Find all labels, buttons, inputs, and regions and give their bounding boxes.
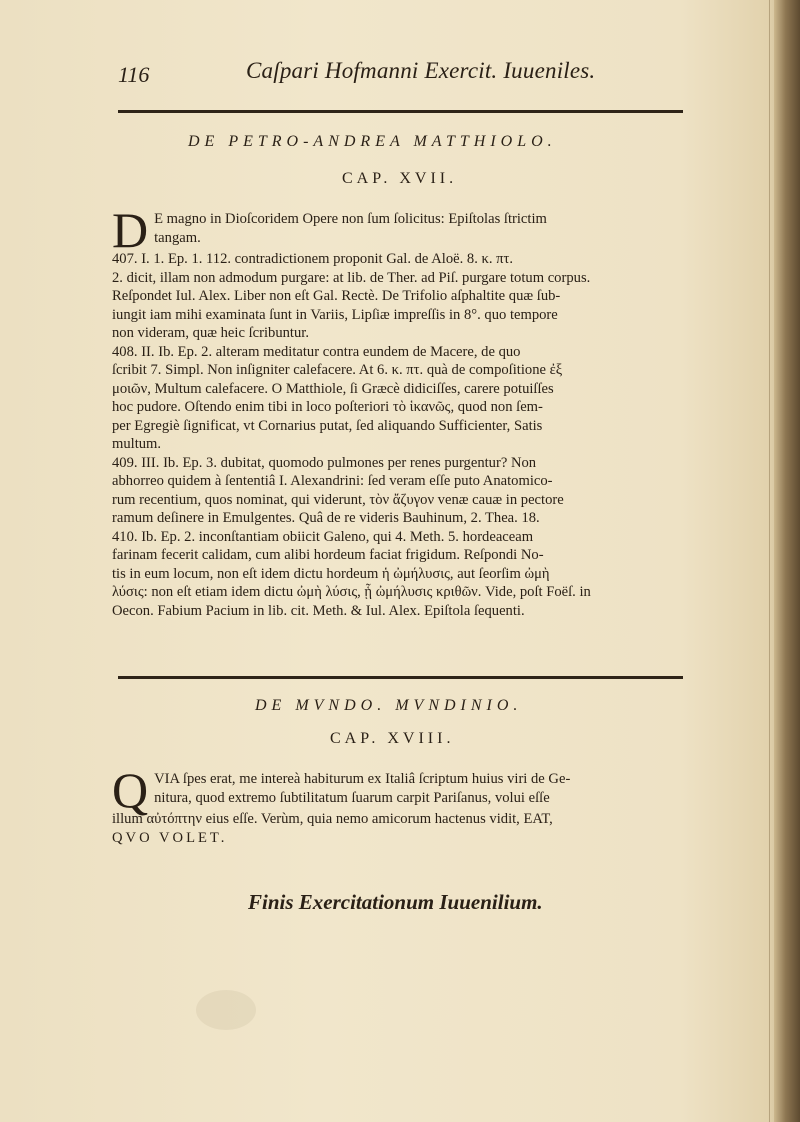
page-edge-line bbox=[769, 0, 770, 1122]
text-line: μοιῶν, Multum calefacere. O Matthiole, ſi Græcè didiciſſes, carere potuiſſes bbox=[112, 380, 554, 397]
text-line: 410. Ib. Ep. 2. inconſtantiam obiicit Galeno, qui 4. Meth. 5. hordeaceam bbox=[112, 528, 534, 545]
text-line: tis in eum locum, non eſt idem dictu hordeum ἡ ὠμήλυσις, aut ſeorſim ὠμὴ bbox=[112, 565, 550, 582]
section-divider-rule bbox=[118, 676, 683, 679]
section-title-mundinio: DE MVNDO. MVNDINIO. bbox=[255, 697, 523, 714]
text-line: rum recentium, quos nominat, qui viderunt, τὸν ἄζυγον venæ cauæ in pectore bbox=[112, 491, 564, 508]
text-line: QVO VOLET. bbox=[112, 829, 228, 846]
text-line: Reſpondet Iul. Alex. Liber non eſt Gal. Rectè. De Trifolio aſphaltite quæ ſub- bbox=[112, 288, 561, 304]
chapter-heading-17: CAP. XVII. bbox=[342, 170, 458, 187]
folio-number: 116 bbox=[118, 62, 150, 87]
section-title-matthiolo: DE PETRO-ANDREA MATTHIOLO. bbox=[188, 133, 557, 150]
text-line: illum αὐτόπτην eius eſſe. Verùm, quia nemo amicorum hactenus vidit, EAT, bbox=[112, 811, 553, 827]
text-line: ſcribit 7. Simpl. Non inſigniter calefacere. At 6. κ. πτ. quà de compoſitione ἐξ bbox=[112, 362, 563, 378]
header-rule bbox=[118, 110, 683, 113]
text-line: per Egregiè ſignificat, vt Cornarius putat, ſed aliquando Sufficienter, Satis bbox=[112, 417, 543, 434]
text-line: nitura, quod extremo ſubtilitatum ſuarum carpit Pariſanus, volui eſſe bbox=[154, 789, 550, 806]
text-line: multum. bbox=[112, 436, 162, 452]
finis-colophon: Finis Exercitationum Iuuenilium. bbox=[248, 890, 543, 914]
text-line: farinam fecerit calidam, cum alibi hordeum faciat frigidum. Reſpondi No- bbox=[112, 547, 544, 563]
text-line: 407. I. 1. Ep. 1. 112. contradictionem proponit Gal. de Aloë. 8. κ. πτ. bbox=[112, 251, 514, 267]
page-binding-edge bbox=[774, 0, 800, 1122]
page-header bbox=[118, 58, 678, 98]
paper-stain bbox=[196, 990, 256, 1030]
drop-cap-q: Q bbox=[112, 762, 149, 818]
text-line: 409. III. Ib. Ep. 3. dubitat, quomodo pulmones per renes purgentur? Non bbox=[112, 454, 537, 471]
text-line: tangam. bbox=[154, 229, 201, 246]
drop-cap-d: D bbox=[112, 202, 149, 258]
chapter-17-text bbox=[112, 202, 684, 620]
running-head: Caſpari Hofmanni Exercit. Iuueniles. bbox=[246, 58, 596, 83]
text-line: abhorreo quidem à ſententiâ I. Alexandrini: ſed veram eſſe puto Anatomico- bbox=[112, 473, 553, 489]
text-line: λύσις: non eſt etiam idem dictu ὠμὴ λύσις, ᾗ ὠμήλυσις κριθῶν. Vide, poſt Foëſ. in bbox=[112, 584, 591, 600]
text-line: VIA ſpes erat, me intereà habiturum ex Italiâ ſcriptum huius viri de Ge- bbox=[154, 771, 571, 787]
text-line: 2. dicit, illam non admodum purgare: at lib. de Ther. ad Piſ. purgare totum corpus. bbox=[112, 269, 591, 286]
chapter-18-text bbox=[112, 762, 684, 847]
text-line: non videram, quæ heic ſcribuntur. bbox=[112, 325, 309, 341]
chapter-heading-18: CAP. XVIII. bbox=[330, 730, 455, 747]
text-line: E magno in Dioſcoridem Opere non ſum ſolicitus: Epiſtolas ſtrictim bbox=[154, 211, 547, 227]
text-line: iungit iam mihi examinata ſunt in Variis, Lipſiæ impreſſis in 8°. quo tempore bbox=[112, 306, 558, 323]
text-line: ramum deſinere in Emulgentes. Quâ de re videris Bauhinum, 2. Thea. 18. bbox=[112, 510, 540, 526]
text-line: 408. II. Ib. Ep. 2. alteram meditatur contra eundem de Macere, de quo bbox=[112, 343, 521, 360]
text-line: Oecon. Fabium Pacium in lib. cit. Meth. & Iul. Alex. Epiſtola ſequenti. bbox=[112, 602, 525, 619]
text-line: hoc pudore. Oſtendo enim tibi in loco poſteriori τὸ ἱκανῶς, quod non ſem- bbox=[112, 399, 543, 415]
